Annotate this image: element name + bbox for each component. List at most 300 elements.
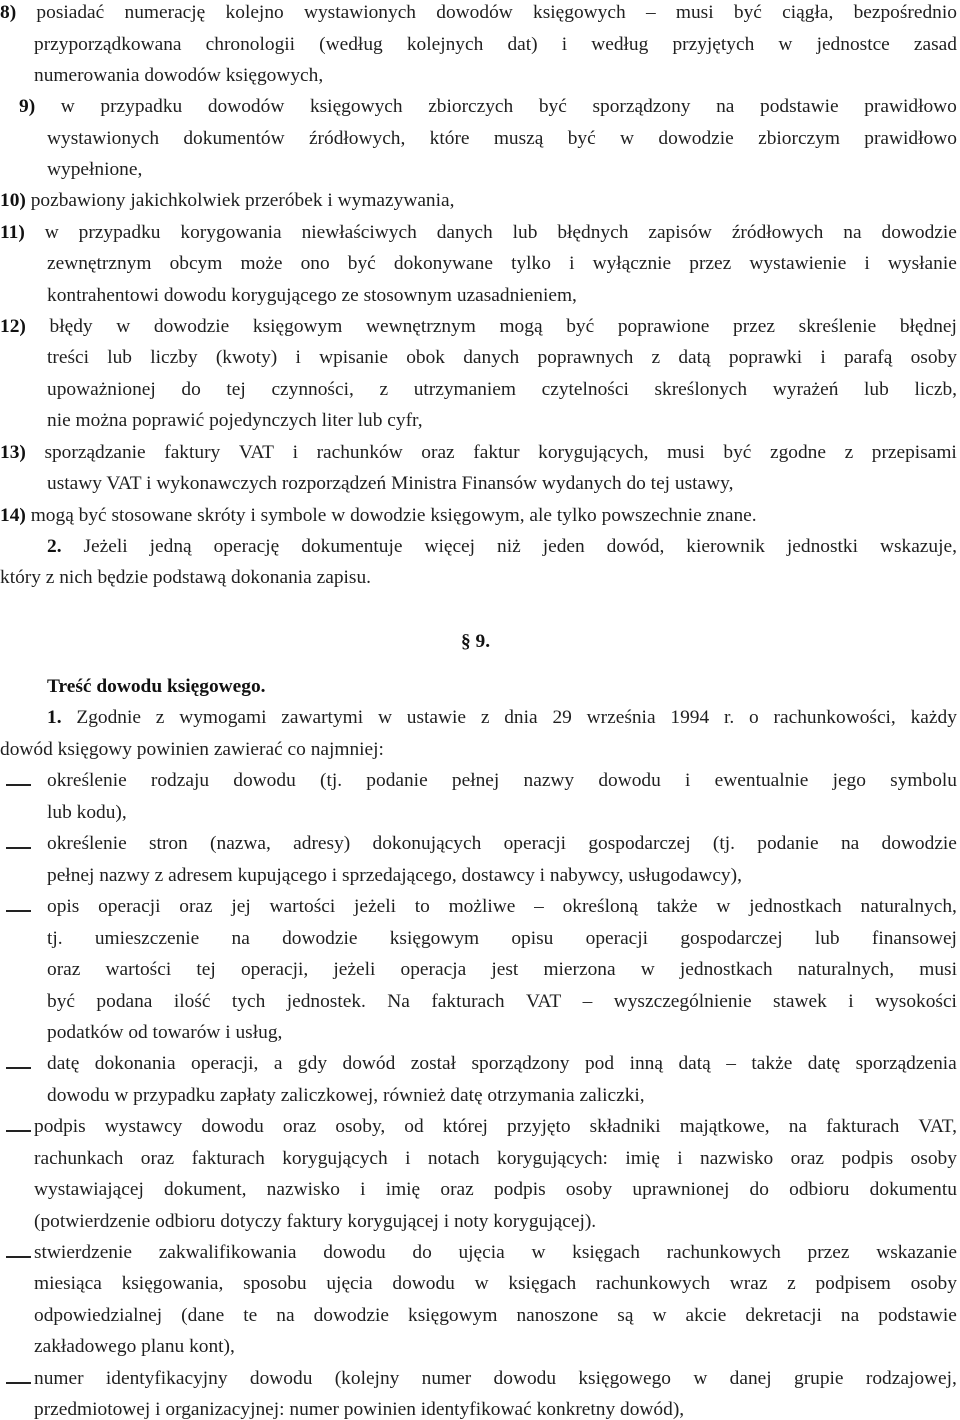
word: osoby (910, 1148, 957, 1169)
line-text: pozbawiony jakichkolwiek przeróbek i wymazywania, (30, 190, 455, 211)
word: wysokości (875, 991, 957, 1012)
item-number: 9) (19, 96, 36, 117)
word: korygujących, (538, 442, 649, 463)
word: jeżeli (354, 896, 396, 917)
text-line (47, 254, 957, 273)
word: majątkowe, (679, 1116, 770, 1137)
word: poprawki (728, 347, 803, 368)
text-line (34, 66, 323, 85)
word: zbiorczych (428, 96, 514, 117)
word: podstawie (878, 1305, 957, 1326)
word: (kwoty) (215, 347, 278, 368)
word: wewnętrznym (365, 316, 476, 337)
word: i (561, 34, 568, 55)
word: nanoszone (516, 1305, 599, 1326)
word: osoby (565, 1179, 613, 1200)
word: być (47, 991, 75, 1012)
line-text: kontrahentowi dowodu korygującego ze stosownym uzasadnieniem, (47, 285, 577, 306)
word: operacji (503, 833, 567, 854)
word: – (582, 991, 593, 1012)
word: może (240, 253, 283, 274)
word: według (591, 34, 649, 55)
word: tylko (511, 253, 551, 274)
item-number: 8) (0, 2, 17, 23)
item-number: 12) (0, 316, 26, 337)
word: dowód (342, 1053, 396, 1074)
word: lub (814, 928, 840, 949)
word: jej (231, 896, 251, 917)
word: lub (107, 347, 132, 368)
word: stawek (772, 991, 827, 1012)
section-heading (47, 677, 266, 696)
word: rachunkowości, (773, 707, 896, 728)
word: prawidłowo (864, 128, 957, 149)
word: kierownik (686, 536, 765, 557)
word: na (788, 1116, 808, 1137)
word: do (749, 1179, 769, 1200)
word: (tj. (712, 833, 735, 854)
word: bezpośrednio (853, 2, 957, 23)
word: i (405, 1148, 411, 1169)
dash-bullet-icon (6, 910, 31, 912)
word: rodzajowej, (865, 1368, 957, 1389)
word: podpis (34, 1116, 86, 1137)
word: (tj. (319, 770, 343, 791)
word: wskazanie (876, 1242, 957, 1263)
word: został (410, 1053, 457, 1074)
word: wymogami (179, 707, 267, 728)
word: księgowym (252, 316, 343, 337)
word: błędy (49, 316, 93, 337)
word: sposobu (243, 1273, 307, 1294)
word: dokonywane (393, 253, 493, 274)
item-number: 10) (0, 190, 26, 211)
word: rachunków (316, 442, 403, 463)
word: dowodów (207, 96, 285, 117)
word: zakwalifikowania (158, 1242, 297, 1263)
word: określoną (562, 896, 638, 917)
word: września (586, 707, 656, 728)
word: dowód, (606, 536, 665, 557)
word: wpisanie (319, 347, 388, 368)
word: także (751, 1053, 793, 1074)
word: o (749, 707, 759, 728)
word: VAT (525, 991, 562, 1012)
word: na (276, 1305, 295, 1326)
word: oraz (47, 959, 81, 980)
word: oraz (179, 896, 213, 917)
word: faktur (473, 442, 520, 463)
word: w (716, 896, 731, 917)
text-line (47, 803, 127, 822)
word: sporządzenia (855, 1053, 957, 1074)
word: dekretacji (745, 1305, 822, 1326)
word: dowodu (493, 1368, 557, 1389)
word: ilość (173, 991, 211, 1012)
word: akcie (685, 1305, 727, 1326)
word: wraz (729, 1273, 768, 1294)
word: osoby (910, 347, 957, 368)
word: wystawionych (303, 2, 417, 23)
word: wyłącznie (592, 253, 672, 274)
word: skreślenie (798, 316, 877, 337)
word: księgach (572, 1242, 640, 1263)
word: księgowania, (121, 1273, 224, 1294)
word: z (787, 1273, 796, 1294)
text-line (47, 834, 957, 853)
word: tych (231, 991, 266, 1012)
word: grupie (794, 1368, 844, 1389)
text-line (0, 191, 454, 210)
word: gospodarczej (680, 928, 783, 949)
word: i (864, 253, 870, 274)
word: podpis (493, 1179, 546, 1200)
word: ujęcia (458, 1242, 505, 1263)
word: jedną (149, 536, 192, 557)
word: sporządzanie (44, 442, 146, 463)
word: korygowania (180, 222, 282, 243)
word: korygujących (282, 1148, 388, 1169)
word: zapisów (648, 222, 712, 243)
line-text: dowodu w przypadku zapłaty zaliczkowej, również datę otrzymania zaliczki, (47, 1085, 645, 1106)
word: danej (729, 1368, 772, 1389)
word: księgowego (578, 1368, 671, 1389)
word: jeżeli (333, 959, 376, 980)
word: wystawcy (104, 1116, 183, 1137)
text-line (47, 960, 957, 979)
word: operacji, (191, 1053, 259, 1074)
word: dowodzie (282, 928, 358, 949)
text-line (0, 506, 757, 525)
word: poprawnych (537, 347, 634, 368)
word: błędnych (557, 222, 629, 243)
word: podpisem (815, 1273, 891, 1294)
line-text: mogą być stosowane skróty i symbole w dowodzie księgowym, ale tylko powszechnie znane. (30, 505, 757, 526)
word: być (538, 96, 567, 117)
word: miesiąca (34, 1273, 102, 1294)
word: jego (832, 770, 866, 791)
word: które (429, 128, 470, 149)
word: i (569, 253, 575, 274)
word: i (820, 347, 826, 368)
word: oraz (790, 1148, 825, 1169)
word: z (844, 442, 854, 463)
word: z (651, 347, 661, 368)
word: źródłowych, (308, 128, 406, 149)
word: dowodu (233, 770, 296, 791)
word: księgowych (533, 2, 626, 23)
word: (nazwa, (210, 833, 271, 854)
line-text: dowód księgowy powinien zawierać co najmniej: (0, 739, 384, 760)
line-text: Treść dowodu księgowego. (47, 676, 266, 697)
word: niż (497, 536, 521, 557)
word: dowodów (436, 2, 513, 23)
text-line (47, 129, 957, 148)
word: dowodu (598, 770, 661, 791)
word: ciągła, (782, 2, 834, 23)
word: adresy) (293, 833, 351, 854)
word: podanie (757, 833, 819, 854)
word: źródłowych (731, 222, 824, 243)
word: składniki (589, 1116, 661, 1137)
word: muszą (493, 128, 544, 149)
word: naturalnych, (860, 896, 957, 917)
text-line (19, 97, 957, 116)
text-line (34, 1337, 235, 1356)
word: podanie (366, 770, 428, 791)
word: to (414, 896, 430, 917)
word: dokument, (164, 1179, 247, 1200)
dash-bullet-icon (6, 1382, 31, 1384)
word: dowodu (392, 1273, 455, 1294)
word: fakturach (191, 1148, 265, 1169)
word: nazwy (523, 770, 575, 791)
word: fakturach (431, 991, 505, 1012)
word: odbioru (789, 1179, 850, 1200)
dash-bullet-icon (6, 847, 31, 849)
word: wartości (269, 896, 336, 917)
line-text: pełnej nazwy z adresem kupującego i sprzedającego, dostawcy i nabywcy, usługodawcy), (47, 865, 742, 886)
text-line (34, 1369, 957, 1388)
word: rodzaju (150, 770, 210, 791)
word: liczb, (914, 379, 957, 400)
word: w (474, 1273, 489, 1294)
word: te (243, 1305, 258, 1326)
word: musi (919, 959, 957, 980)
item-number: 14) (0, 505, 26, 526)
word: na (843, 222, 862, 243)
line-text: lub kodu), (47, 802, 127, 823)
word: na (840, 833, 860, 854)
word: sporządzony (592, 96, 691, 117)
word: jednostkach (679, 959, 773, 980)
text-line (47, 708, 957, 727)
word: umieszczenie (94, 928, 200, 949)
word: utrzymaniem (413, 379, 516, 400)
text-line (47, 992, 957, 1011)
text-line (47, 348, 957, 367)
word: fakturach (826, 1116, 900, 1137)
word: danych (463, 347, 520, 368)
text-line (34, 1274, 957, 1293)
word: w (531, 1242, 546, 1263)
word: obcym (169, 253, 223, 274)
word: niewłaściwych (301, 222, 417, 243)
word: (dane (181, 1305, 225, 1326)
word: danych (436, 222, 493, 243)
word: numerację (124, 2, 206, 23)
word: odpowiedzialnej (34, 1305, 163, 1326)
word: jest (491, 959, 519, 980)
word: być (733, 2, 762, 23)
word: zawartymi (281, 707, 364, 728)
text-line (47, 160, 142, 179)
word: zbiorczym (758, 128, 840, 149)
word: VAT (238, 442, 275, 463)
word: inną (629, 1053, 663, 1074)
word: wystawiającej (34, 1179, 144, 1200)
text-line (34, 1180, 957, 1199)
word: czytelności (541, 379, 629, 400)
word: dowodzie (658, 128, 734, 149)
word: Na (387, 991, 410, 1012)
word: rachunkach (34, 1148, 124, 1169)
word: obok (406, 347, 445, 368)
word: jednostki (786, 536, 858, 557)
text-line (47, 474, 733, 493)
word: oraz (421, 442, 455, 463)
word: w (620, 128, 635, 149)
word: z (379, 379, 389, 400)
word: przez (807, 1242, 850, 1263)
text-line (34, 1400, 684, 1419)
word: dowodzie (881, 833, 957, 854)
word: w (652, 1305, 667, 1326)
word: dowodu (323, 1242, 386, 1263)
word: podana (96, 991, 153, 1012)
word: Jeżeli (83, 536, 128, 557)
word: dat) (507, 34, 538, 55)
word: opis (47, 896, 80, 917)
word: naturalnych, (797, 959, 895, 980)
word: numer (421, 1368, 472, 1389)
word: treści (47, 347, 89, 368)
text-line (0, 3, 957, 22)
text-line (47, 286, 577, 305)
word: datą (678, 347, 711, 368)
word: tej (226, 379, 246, 400)
word: błędnej (899, 316, 957, 337)
word: posiadać (36, 2, 105, 23)
word: nazwisko (700, 1148, 774, 1169)
word: przepisami (871, 442, 957, 463)
word: lub (864, 379, 889, 400)
item-number: 2. (47, 536, 62, 557)
line-text: ustawy VAT i wykonawczych rozporządzeń Ministra Finansów wydanych do tej ustawy, (47, 473, 734, 494)
text-line (47, 1086, 645, 1105)
word: dowodzie (153, 316, 230, 337)
word: tej (196, 959, 216, 980)
word: i (677, 1148, 683, 1169)
line-text: zakładowego planu kont), (34, 1336, 235, 1357)
word: rachunkowych (666, 1242, 781, 1263)
text-line (34, 1212, 596, 1231)
word: skreślonych (654, 379, 748, 400)
word: dokonujących (372, 833, 482, 854)
line-text: przedmiotowej i organizacyjnej: numer powinien identyfikować konkretny dowód), (34, 1399, 685, 1420)
word: być (566, 316, 595, 337)
word: symbolu (890, 770, 957, 791)
word: być (347, 253, 376, 274)
word: na (716, 96, 735, 117)
word: kolejnych (406, 34, 484, 55)
word: lub (512, 222, 538, 243)
word: zewnętrznym (47, 253, 152, 274)
word: operacji (98, 896, 161, 917)
dash-bullet-icon (6, 1130, 31, 1132)
line-text: podatków od towarów i usług, (47, 1022, 283, 1043)
word: mogą (499, 316, 543, 337)
word: wyrażeń (772, 379, 839, 400)
word: wysłanie (887, 253, 957, 274)
word: wystawienie (749, 253, 847, 274)
word: chronologii (205, 34, 296, 55)
word: datę (47, 1053, 80, 1074)
text-line (47, 1023, 282, 1042)
word: pełnej (451, 770, 500, 791)
word: której (442, 1116, 488, 1137)
word: korygujących: (497, 1148, 608, 1169)
word: podstawie (760, 96, 839, 117)
word: w (60, 96, 75, 117)
word: (według (319, 34, 383, 55)
word: w (778, 34, 793, 55)
line-text: numerowania dowodów księgowych, (34, 65, 324, 86)
word: od (404, 1116, 424, 1137)
word: w (116, 316, 131, 337)
word: określenie (47, 770, 127, 791)
text-line (0, 568, 371, 587)
word: tj. (47, 928, 63, 949)
word: faktury (164, 442, 221, 463)
word: upoważnionej (47, 379, 156, 400)
text-line (47, 537, 957, 556)
text-line (47, 897, 957, 916)
text-line (47, 380, 957, 399)
word: wystawionych (47, 128, 160, 149)
text-line (34, 35, 957, 54)
word: wskazuje, (879, 536, 957, 557)
word: i (848, 991, 854, 1012)
word: osoby, (335, 1116, 386, 1137)
text-line (34, 1243, 957, 1262)
word: przez (733, 316, 776, 337)
word: być (567, 128, 596, 149)
item-number: 13) (0, 442, 26, 463)
word: są (617, 1305, 634, 1326)
word: dowodzie (881, 222, 957, 243)
word: przypadku (78, 222, 161, 243)
word: rachunkowych (595, 1273, 711, 1294)
word: ujęcia (326, 1273, 373, 1294)
text-line (0, 443, 957, 462)
word: jeden (542, 536, 585, 557)
word: dokonania (94, 1053, 176, 1074)
line-text: wypełnione, (47, 159, 143, 180)
text-line (34, 1149, 957, 1168)
word: więcej (424, 536, 476, 557)
word: VAT, (918, 1116, 957, 1137)
word: jednostce (816, 34, 890, 55)
word: być (723, 442, 752, 463)
word: w (640, 959, 655, 980)
word: musi (675, 2, 714, 23)
word: z (480, 707, 490, 728)
word: wartości (105, 959, 172, 980)
word: dokumentów (183, 128, 285, 149)
dash-bullet-icon (6, 784, 31, 786)
section-heading (461, 632, 490, 651)
word: ono (300, 253, 330, 274)
word: zasad (913, 34, 957, 55)
word: dowodu (249, 1368, 313, 1389)
word: podpis (841, 1148, 894, 1169)
word: wyszczególnienie (613, 991, 752, 1012)
word: dowodu (201, 1116, 264, 1137)
word: oraz (440, 1179, 474, 1200)
word: dokumentuje (301, 536, 403, 557)
word: (kolejny (334, 1368, 400, 1389)
